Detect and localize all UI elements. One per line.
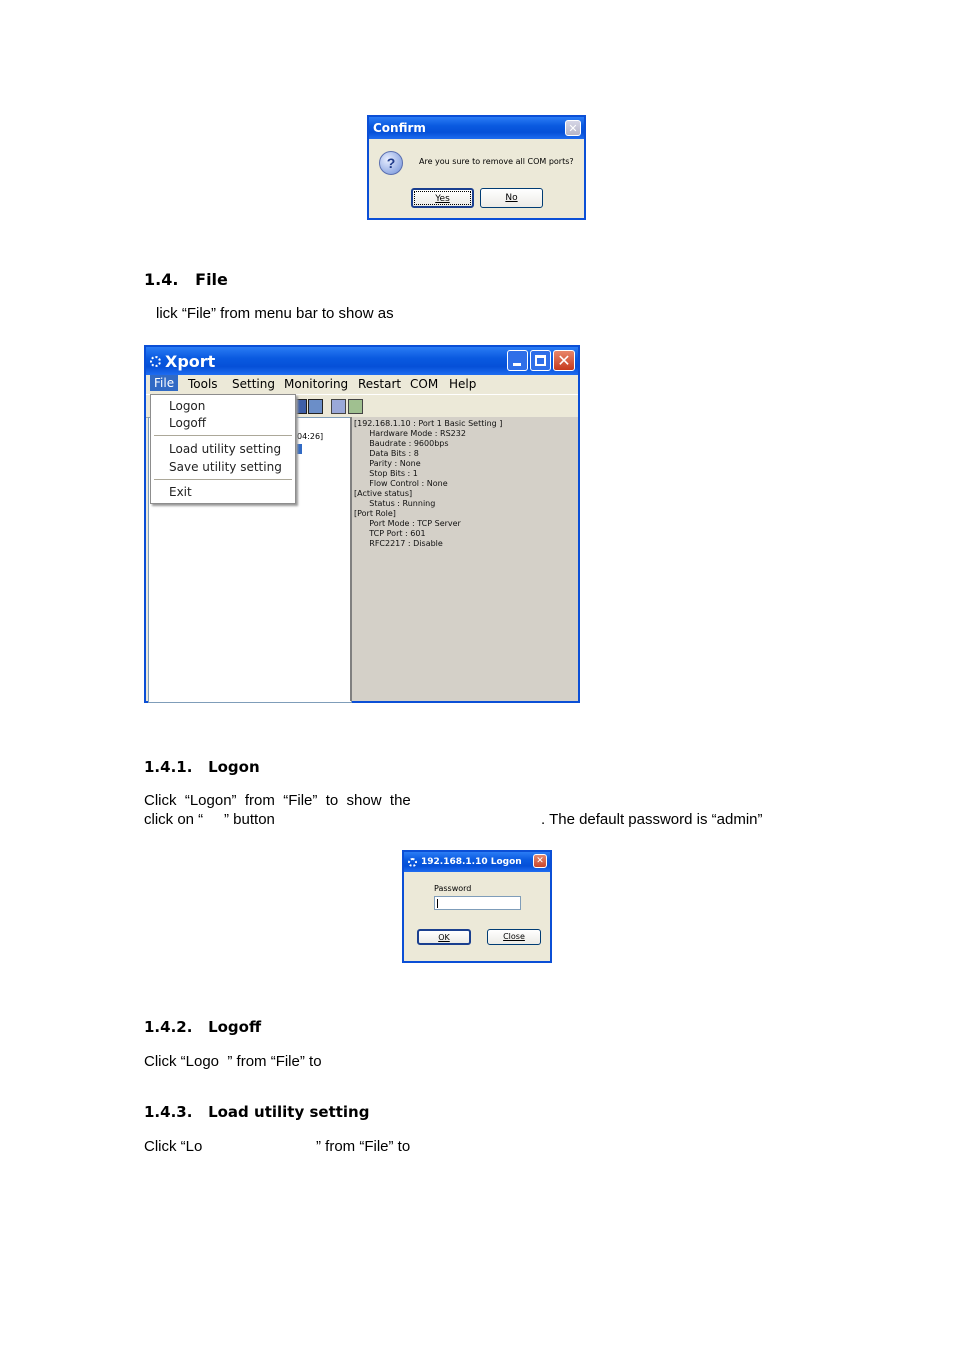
menu-tools[interactable]: Tools	[188, 377, 218, 391]
tree-selected-fragment	[297, 444, 302, 454]
settings-icon[interactable]	[331, 399, 346, 414]
section-text-file: lick “File” from menu bar to show as	[156, 305, 394, 322]
file-menu-dropdown	[150, 394, 296, 504]
detail-line: RFC2217 : Disable	[354, 539, 443, 548]
detail-line: Stop Bits : 1	[354, 469, 418, 478]
section-heading-logon: 1.4.1. Logon	[144, 758, 260, 776]
section-text-logon-2b: . The default password is “admin”	[541, 811, 763, 828]
detail-line: Port Mode : TCP Server	[354, 519, 461, 528]
menu-setting[interactable]: Setting	[232, 377, 275, 391]
confirm-title-bar	[369, 117, 584, 139]
section-heading-logoff: 1.4.2. Logoff	[144, 1018, 262, 1036]
detail-line: [Active status]	[354, 489, 413, 498]
file-menu-logon[interactable]: Logon	[169, 399, 206, 413]
menu-bar	[146, 375, 578, 393]
detail-line: Status : Running	[354, 499, 436, 508]
password-input[interactable]	[434, 896, 521, 910]
detail-line: Parity : None	[354, 459, 421, 468]
close-icon[interactable]: ✕	[533, 854, 547, 868]
section-text-logoff: Click “Logo ” from “File” to	[144, 1053, 322, 1070]
gear-icon	[150, 356, 161, 367]
menu-restart[interactable]: Restart	[358, 377, 402, 391]
detail-line: Flow Control : None	[354, 479, 448, 488]
detail-line: TCP Port : 601	[354, 529, 426, 538]
menu-monitoring[interactable]: Monitoring	[284, 377, 349, 391]
question-icon: ?	[379, 151, 403, 175]
detail-line: Data Bits : 8	[354, 449, 419, 458]
logon-title: 192.168.1.10 Logon	[421, 857, 522, 867]
section-heading-file: 1.4. File	[144, 270, 228, 289]
xport-title-bar	[146, 347, 578, 375]
xport-window	[144, 345, 580, 703]
detail-line: Baudrate : 9600bps	[354, 439, 449, 448]
confirm-dialog	[367, 115, 586, 220]
file-menu-exit[interactable]: Exit	[169, 485, 192, 499]
yes-button[interactable]: Yes	[411, 188, 474, 208]
close-icon[interactable]: ✕	[565, 120, 581, 136]
no-button[interactable]: No	[480, 188, 543, 208]
file-menu-logoff[interactable]: Logoff	[169, 416, 207, 430]
gear-icon	[408, 858, 417, 867]
confirm-message: Are you sure to remove all COM ports?	[419, 157, 574, 166]
ok-button[interactable]: OK	[417, 929, 471, 945]
refresh-icon[interactable]	[348, 399, 363, 414]
menu-separator	[154, 435, 292, 436]
section-text-logon-2a: click on “ ” button	[144, 811, 275, 828]
menu-file[interactable]: File	[150, 375, 178, 391]
detail-line: [Port Role]	[354, 509, 396, 518]
menu-help[interactable]: Help	[449, 377, 477, 391]
detail-line: [192.168.1.10 : Port 1 Basic Setting ]	[354, 419, 503, 428]
monitor-icon[interactable]	[308, 399, 323, 414]
file-menu-save-utility-setting[interactable]: Save utility setting	[169, 460, 282, 474]
section-heading-load-utility: 1.4.3. Load utility setting	[144, 1103, 370, 1121]
logon-dialog	[402, 850, 552, 963]
password-label: Password	[434, 884, 472, 893]
detail-line: Hardware Mode : RS232	[354, 429, 466, 438]
confirm-title: Confirm	[373, 121, 426, 135]
detail-panel	[350, 417, 578, 701]
logon-title-bar	[404, 852, 550, 872]
close-button[interactable]: Close	[487, 929, 541, 945]
tree-item-fragment[interactable]: 04:26]	[297, 432, 324, 441]
close-icon[interactable]: ✕	[553, 350, 575, 371]
section-text-logon-1: Click “Logon” from “File” to show the	[144, 792, 411, 809]
xport-title: Xport	[165, 351, 216, 371]
section-text-load-utility-a: Click “Lo	[144, 1138, 203, 1155]
menu-com[interactable]: COM	[410, 377, 439, 391]
section-text-load-utility-b: ” from “File” to	[316, 1138, 411, 1155]
file-menu-load-utility-setting[interactable]: Load utility setting	[169, 442, 282, 456]
menu-separator	[154, 479, 292, 480]
maximize-icon[interactable]	[530, 350, 551, 371]
minimize-icon[interactable]	[507, 350, 528, 371]
